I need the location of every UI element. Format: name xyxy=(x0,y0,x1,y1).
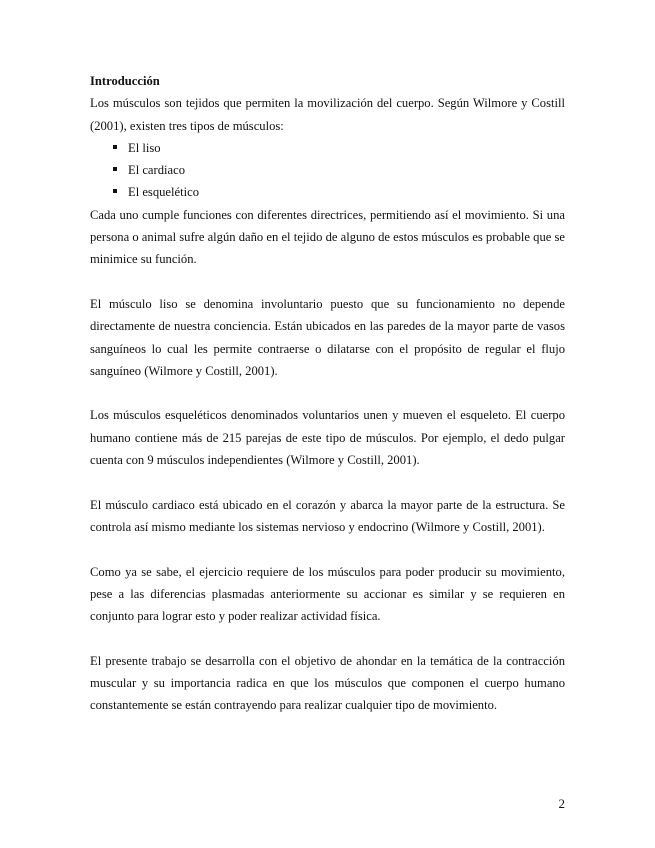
list-item-text: El liso xyxy=(128,140,161,155)
square-bullet-icon xyxy=(113,189,117,193)
list-item-text: El esquelético xyxy=(128,185,199,200)
page-number: 2 xyxy=(558,796,565,811)
square-bullet-icon xyxy=(113,167,117,171)
exercise-paragraph: Como ya se sabe, el ejercicio requiere de los músculos para poder producir su movimiento, pese a las diferencias plasmadas anteriormente su accionar es similar y se requieren en conjunto para lograr esto y poder realizar actividad física. xyxy=(90,564,565,624)
page-content xyxy=(90,70,565,717)
list-item-text: El cardiaco xyxy=(128,163,185,178)
paragraph-gap xyxy=(90,538,565,560)
paragraph-gap xyxy=(90,471,565,493)
section-heading: Introducción xyxy=(90,74,160,88)
list-item xyxy=(90,181,565,203)
objective-paragraph: El presente trabajo se desarrolla con el objetivo de ahondar en la temática de la contracción muscular y su importancia radica en que los músculos que componen el cuerpo humano constantemente se están contrayendo para realizar cualquier tipo de movimiento. xyxy=(90,653,565,713)
list-item xyxy=(90,137,565,159)
square-bullet-icon xyxy=(113,145,117,149)
muscle-types-list xyxy=(90,137,565,204)
smooth-muscle-paragraph: El músculo liso se denomina involuntario puesto que su funcionamiento no depende directamente de nuestra conciencia. Están ubicados en las paredes de la mayor parte de vasos sanguíneos lo cual les permite contraerse o dilatarse con el propósito de regular el flujo sanguíneo (Wilmore y Costill, 2001). xyxy=(90,296,565,378)
paragraph-gap xyxy=(90,382,565,404)
paragraph-gap xyxy=(90,271,565,293)
cardiac-muscle-paragraph: El músculo cardiaco está ubicado en el corazón y abarca la mayor parte de la estructura. Se controla así mismo mediante los sistemas nervioso y endocrino (Wilmore y Costill, 2001). xyxy=(90,497,565,534)
list-item xyxy=(90,159,565,181)
skeletal-muscle-paragraph: Los músculos esqueléticos denominados voluntarios unen y mueven el esqueleto. El cuerpo humano contiene más de 215 parejas de este tipo de músculos. Por ejemplo, el dedo pulgar cuenta con 9 músculos independientes (Wilmore y Costill, 2001). xyxy=(90,408,565,468)
functions-paragraph: Cada uno cumple funciones con diferentes directrices, permitiendo así el movimiento. Si una persona o animal sufre algún daño en el tejido de alguno de estos músculos es probable que se minimice su función. xyxy=(90,207,565,267)
paragraph-gap xyxy=(90,627,565,649)
intro-paragraph: Los músculos son tejidos que permiten la movilización del cuerpo. Según Wilmore y Costill (2001), existen tres tipos de músculos: xyxy=(90,96,565,133)
